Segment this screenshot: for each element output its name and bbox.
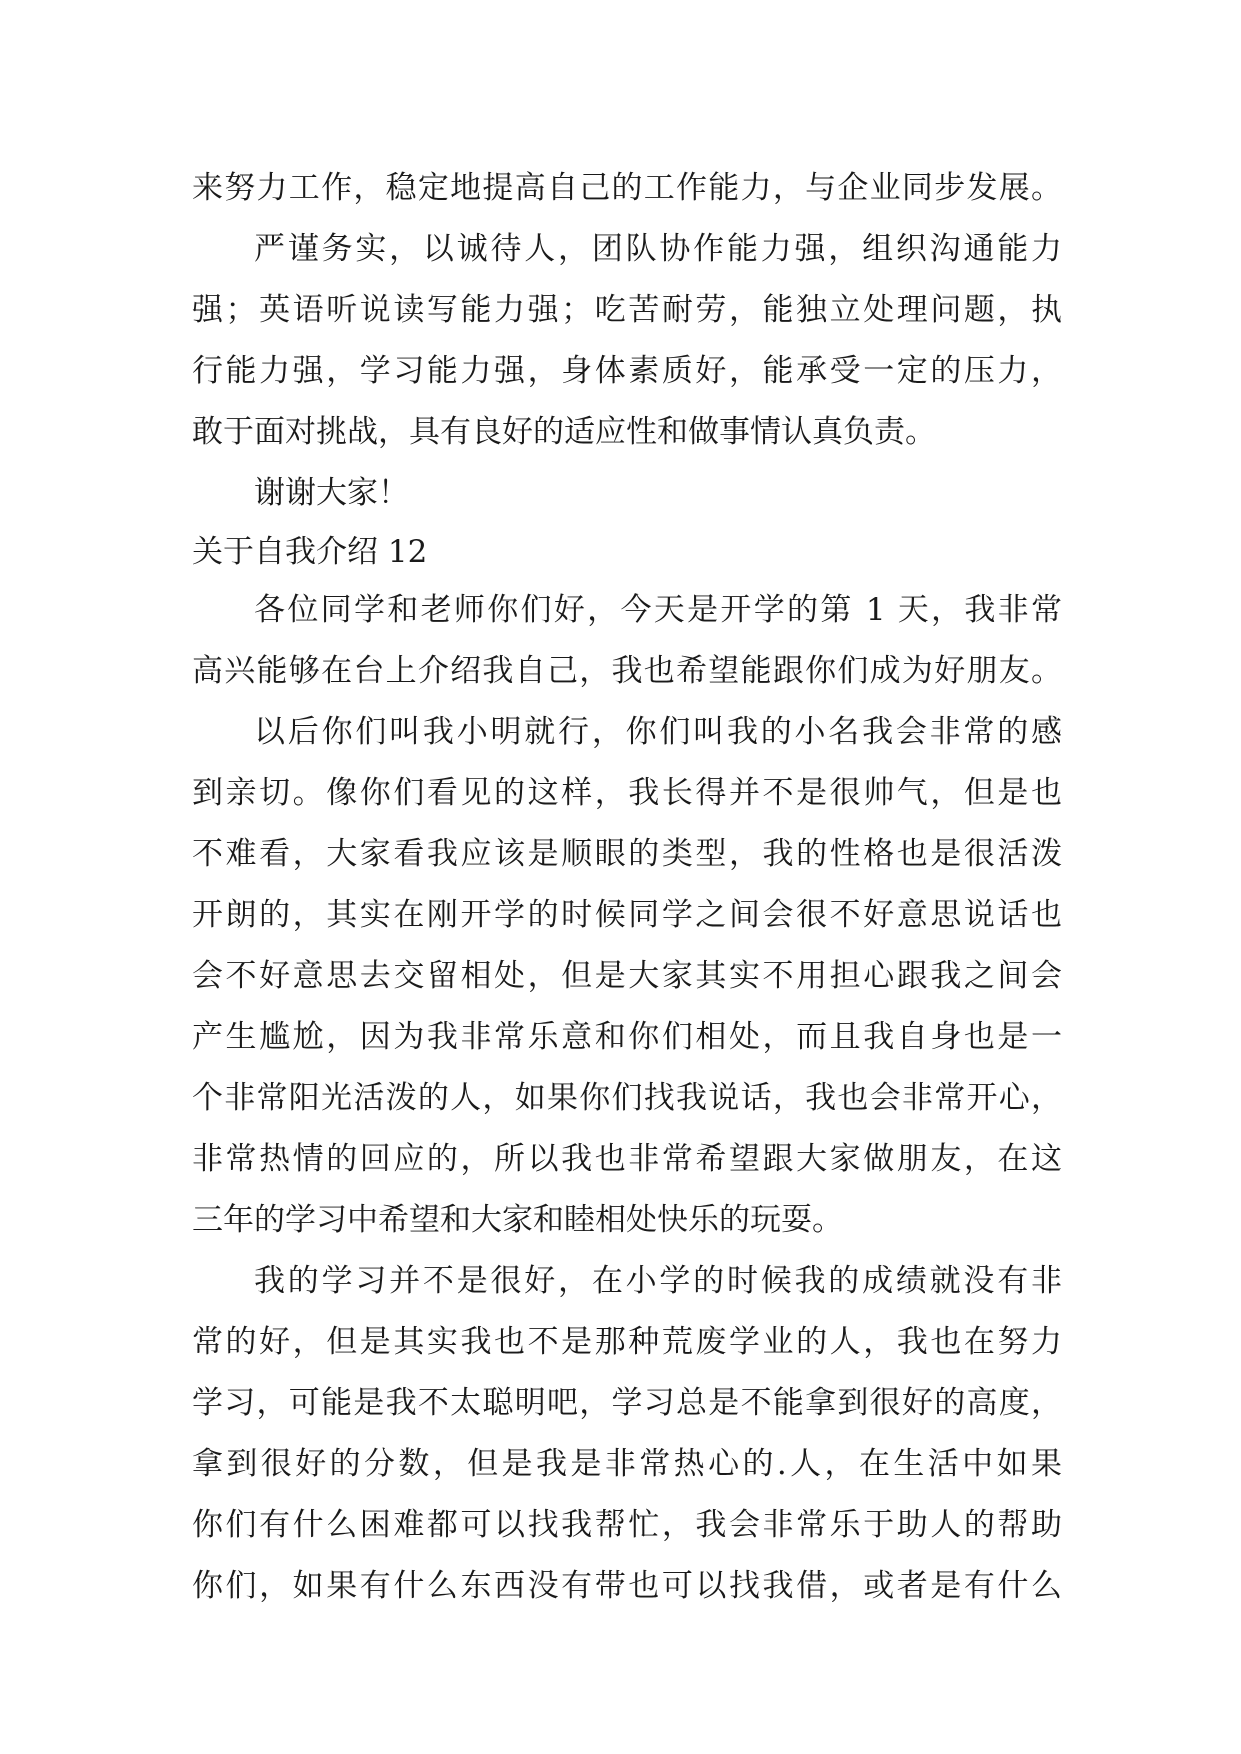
section-heading: 关于自我介绍 12 bbox=[192, 534, 428, 570]
text-line: 你们，如果有什么东西没有带也可以找我借，或者是有什么 bbox=[192, 1568, 1062, 1604]
text-line: 各位同学和老师你们好，今天是开学的第 1 天，我非常 bbox=[254, 592, 1062, 628]
text-line: 常的好，但是其实我也不是那种荒废学业的人，我也在努力 bbox=[192, 1324, 1062, 1360]
text-line: 非常热情的回应的，所以我也非常希望跟大家做朋友，在这 bbox=[192, 1141, 1062, 1177]
text-line: 到亲切。像你们看见的这样，我长得并不是很帅气，但是也 bbox=[192, 775, 1062, 811]
document-body bbox=[192, 158, 1062, 1617]
text-line: 我的学习并不是很好，在小学的时候我的成绩就没有非 bbox=[254, 1263, 1062, 1299]
text-line: 拿到很好的分数，但是我是非常热心的.人，在生活中如果 bbox=[192, 1446, 1062, 1482]
text-line: 产生尴尬，因为我非常乐意和你们相处，而且我自身也是一 bbox=[192, 1019, 1062, 1055]
text-line: 开朗的，其实在刚开学的时候同学之间会很不好意思说话也 bbox=[192, 897, 1062, 933]
text-line: 高兴能够在台上介绍我自己，我也希望能跟你们成为好朋友。 bbox=[192, 653, 1062, 689]
text-line: 谢谢大家！ bbox=[254, 475, 409, 511]
text-line: 你们有什么困难都可以找我帮忙，我会非常乐于助人的帮助 bbox=[192, 1507, 1062, 1543]
text-line: 会不好意思去交留相处，但是大家其实不用担心跟我之间会 bbox=[192, 958, 1062, 994]
text-line: 个非常阳光活泼的人，如果你们找我说话，我也会非常开心， bbox=[192, 1080, 1062, 1116]
text-line: 来努力工作，稳定地提高自己的工作能力，与企业同步发展。 bbox=[192, 170, 1062, 206]
text-line: 强；英语听说读写能力强；吃苦耐劳，能独立处理问题，执 bbox=[192, 292, 1062, 328]
text-line: 行能力强，学习能力强，身体素质好，能承受一定的压力， bbox=[192, 353, 1062, 389]
text-line: 以后你们叫我小明就行，你们叫我的小名我会非常的感 bbox=[254, 714, 1062, 750]
text-line: 学习，可能是我不太聪明吧，学习总是不能拿到很好的高度， bbox=[192, 1385, 1062, 1421]
text-line: 不难看，大家看我应该是顺眼的类型，我的性格也是很活泼 bbox=[192, 836, 1062, 872]
text-line: 三年的学习中希望和大家和睦相处快乐的玩耍。 bbox=[192, 1202, 843, 1238]
text-line: 敢于面对挑战，具有良好的适应性和做事情认真负责。 bbox=[192, 414, 936, 450]
text-line: 严谨务实，以诚待人，团队协作能力强，组织沟通能力 bbox=[254, 231, 1062, 267]
